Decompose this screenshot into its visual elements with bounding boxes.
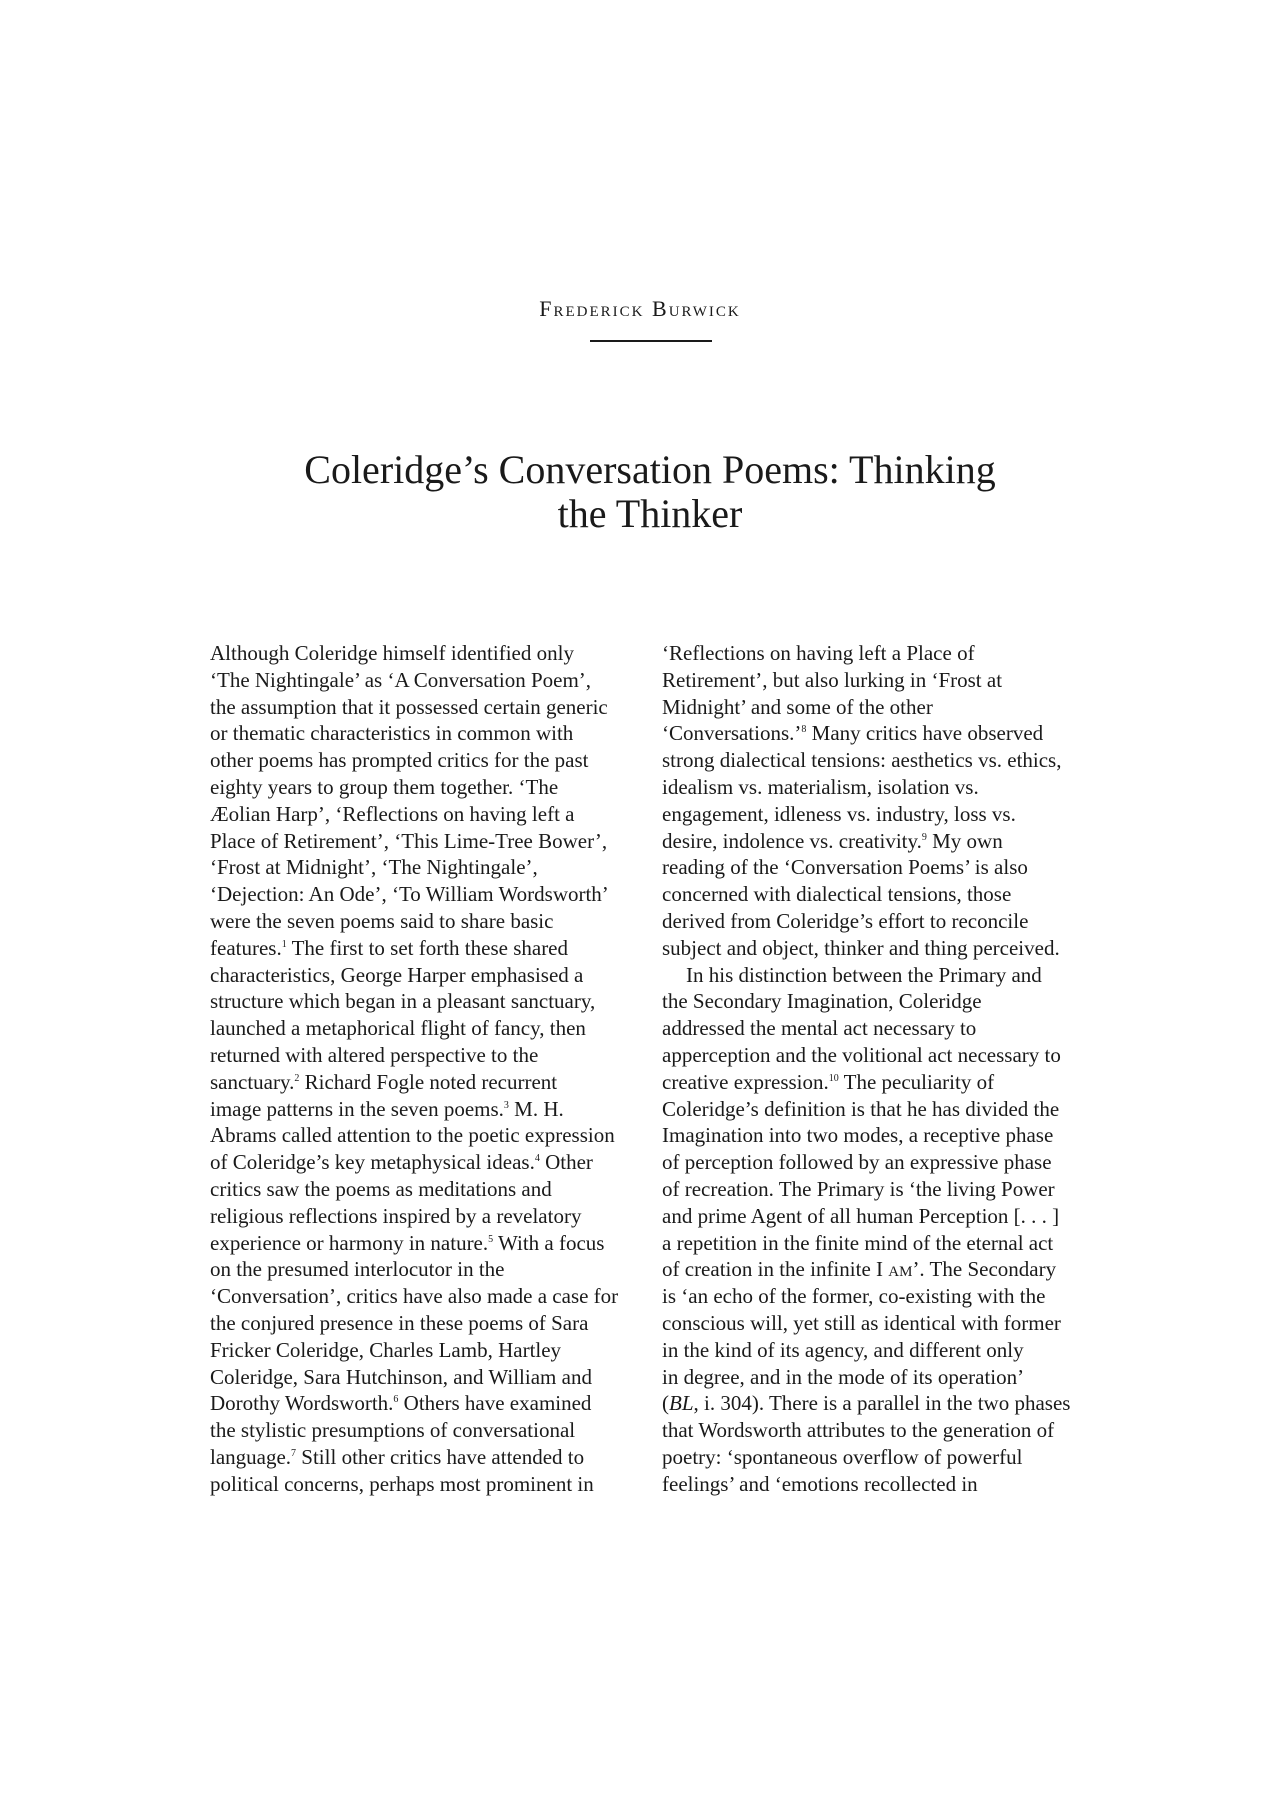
footnote-ref: 10	[828, 1072, 839, 1084]
text-line	[210, 1149, 650, 1176]
text-fragment: of creation in the infinite I	[662, 1257, 889, 1282]
text-fragment: Richard Fogle noted recurrent	[299, 1069, 558, 1094]
text-line: on the presumed interlocutor in the	[210, 1257, 505, 1282]
text-line: reading of the ‘Conversation Poems’ is also	[662, 855, 1028, 880]
text-line: derived from Coleridge’s effort to reconcile	[662, 908, 1029, 933]
text-fragment: desire, indolence vs. creativity.	[662, 828, 922, 853]
text-line: the conjured presence in these poems of Sara	[210, 1310, 589, 1335]
article-title	[200, 448, 1100, 536]
text-line: apperception and the volitional act necessary to	[662, 1042, 1061, 1067]
text-line	[210, 1444, 650, 1471]
text-line	[210, 1096, 650, 1123]
text-line: addressed the mental act necessary to	[662, 1016, 977, 1041]
text-line: conscious will, yet still as identical with former	[662, 1310, 1061, 1335]
text-line: a repetition in the finite mind of the eternal act	[662, 1230, 1054, 1255]
text-line: structure which began in a pleasant sanctuary,	[210, 989, 596, 1014]
text-line: the Secondary Imagination, Coleridge	[662, 989, 982, 1014]
text-line	[662, 1069, 1102, 1096]
footnote-ref: 7	[291, 1447, 297, 1459]
title-line: Coleridge’s Conversation Poems: Thinking	[304, 447, 996, 492]
text-line: Fricker Coleridge, Charles Lamb, Hartley	[210, 1337, 562, 1362]
text-line: in the kind of its agency, and different only	[662, 1337, 1024, 1362]
text-line: the assumption that it possessed certain generic	[210, 694, 608, 719]
text-line: critics saw the poems as meditations and	[210, 1176, 552, 1201]
text-line: feelings’ and ‘emotions recollected in	[662, 1471, 978, 1496]
author-divider-rule	[590, 340, 712, 342]
text-line: Æolian Harp’, ‘Reflections on having left a	[210, 801, 575, 826]
text-line: the stylistic presumptions of conversational	[210, 1418, 576, 1443]
text-fragment: With a focus	[493, 1230, 605, 1255]
text-line	[662, 720, 1102, 747]
author-name: Frederick Burwick	[539, 296, 741, 321]
text-line: of recreation. The Primary is ‘the living Power	[662, 1176, 1055, 1201]
text-fragment: image patterns in the seven poems.	[210, 1096, 504, 1121]
text-fragment: language.	[210, 1444, 292, 1469]
text-line: eighty years to group them together. ‘The	[210, 774, 559, 799]
text-line: strong dialectical tensions: aesthetics vs. ethics,	[662, 748, 1062, 773]
text-fragment: My own	[926, 828, 1003, 853]
text-line: Coleridge, Sara Hutchinson, and William and	[210, 1364, 592, 1389]
text-line: Place of Retirement’, ‘This Lime-Tree Bower’,	[210, 828, 608, 853]
text-line: that Wordsworth attributes to the generation of	[662, 1418, 1055, 1443]
text-fragment: ’. The Secondary	[912, 1257, 1057, 1282]
text-line: and prime Agent of all human Perception [. . . ]	[662, 1203, 1060, 1228]
text-line: were the seven poems said to share basic	[210, 908, 554, 933]
text-line: ‘Reflections on having left a Place of	[662, 641, 975, 665]
text-line	[662, 1256, 1102, 1283]
text-line: concerned with dialectical tensions, those	[662, 882, 1012, 907]
text-line: ‘Conversation’, critics have also made a case for	[210, 1284, 619, 1309]
text-fragment: experience or harmony in nature.	[210, 1230, 489, 1255]
footnote-ref: 6	[393, 1394, 399, 1406]
footnote-ref: 2	[294, 1072, 300, 1084]
text-line: ‘The Nightingale’ as ‘A Conversation Poem’,	[210, 667, 592, 692]
text-fragment: Still other critics have attended to	[296, 1444, 585, 1469]
text-line: of perception followed by an expressive phase	[662, 1150, 1052, 1175]
text-line: Although Coleridge himself identified only	[210, 641, 574, 665]
text-fragment: ‘Conversations.’	[662, 721, 802, 746]
text-line	[210, 1069, 650, 1096]
text-fragment: Others have examined	[398, 1391, 592, 1416]
text-line: In his distinction between the Primary and	[686, 962, 1042, 987]
text-fragment: of Coleridge’s key metaphysical ideas.	[210, 1150, 535, 1175]
text-line	[662, 1390, 1102, 1417]
text-line	[210, 935, 650, 962]
footnote-ref: 5	[488, 1233, 494, 1245]
body-column-right	[662, 640, 1102, 1498]
text-fragment: M. H.	[508, 1096, 564, 1121]
small-caps-text: am	[888, 1257, 913, 1282]
body-column-left	[210, 640, 650, 1498]
text-fragment: (	[662, 1391, 669, 1416]
text-line: Coleridge’s definition is that he has divided the	[662, 1096, 1060, 1121]
text-fragment: The first to set forth these shared	[286, 935, 569, 960]
text-fragment: Dorothy Wordsworth.	[210, 1391, 394, 1416]
text-line: ‘Dejection: An Ode’, ‘To William Wordsworth’	[210, 882, 609, 907]
text-line: Retirement’, but also lurking in ‘Frost at	[662, 667, 1003, 692]
footnote-ref: 8	[801, 724, 807, 736]
text-line: characteristics, George Harper emphasised a	[210, 962, 584, 987]
text-fragment: features.	[210, 935, 282, 960]
text-fragment: Other	[539, 1150, 593, 1175]
text-line	[210, 1230, 650, 1257]
text-line: idealism vs. materialism, isolation vs.	[662, 774, 979, 799]
text-line	[210, 1390, 650, 1417]
italic-text: BL	[669, 1391, 694, 1416]
text-line: Midnight’ and some of the other	[662, 694, 933, 719]
text-line: Imagination into two modes, a receptive phase	[662, 1123, 1054, 1148]
text-fragment: The peculiarity of	[838, 1069, 995, 1094]
text-fragment: Many critics have observed	[806, 721, 1044, 746]
text-line: poetry: ‘spontaneous overflow of powerful	[662, 1444, 1023, 1469]
text-line: other poems has prompted critics for the past	[210, 748, 589, 773]
text-line: religious reflections inspired by a revelatory	[210, 1203, 582, 1228]
text-line: returned with altered perspective to the	[210, 1042, 539, 1067]
footnote-ref: 9	[921, 831, 927, 843]
text-line: or thematic characteristics in common with	[210, 721, 574, 746]
text-fragment: sanctuary.	[210, 1069, 295, 1094]
text-line: is ‘an echo of the former, co-existing with the	[662, 1284, 1046, 1309]
text-fragment: , i. 304). There is a parallel in the two phases	[693, 1391, 1071, 1416]
text-line: engagement, idleness vs. industry, loss vs.	[662, 801, 1016, 826]
text-fragment: creative expression.	[662, 1069, 829, 1094]
text-line: in degree, and in the mode of its operation’	[662, 1364, 1025, 1389]
text-line: Abrams called attention to the poetic expression	[210, 1123, 615, 1148]
text-line: launched a metaphorical flight of fancy, then	[210, 1016, 586, 1041]
text-line: subject and object, thinker and thing perceived.	[662, 935, 1060, 960]
footnote-ref: 3	[503, 1099, 509, 1111]
text-line: political concerns, perhaps most prominent in	[210, 1471, 594, 1496]
text-line: ‘Frost at Midnight’, ‘The Nightingale’,	[210, 855, 538, 880]
footnote-ref: 4	[534, 1153, 540, 1165]
text-line	[662, 828, 1102, 855]
title-line: the Thinker	[557, 491, 743, 536]
footnote-ref: 1	[281, 938, 287, 950]
